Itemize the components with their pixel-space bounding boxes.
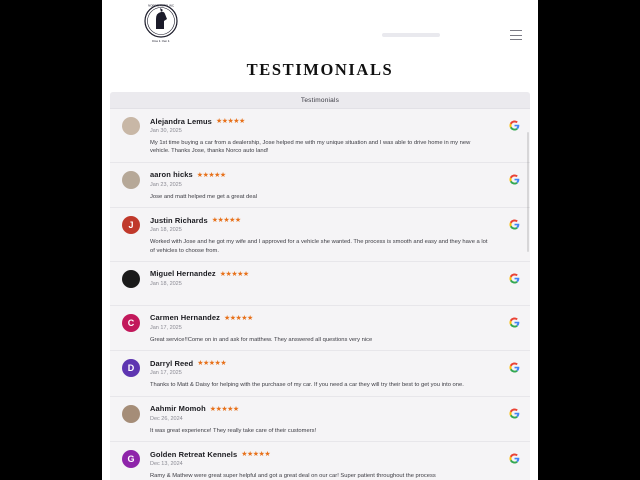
review-item[interactable] <box>110 163 530 208</box>
google-g-icon <box>509 317 520 328</box>
review-text: Jose and matt helped me get a great deal <box>150 193 257 200</box>
google-g-icon <box>509 273 520 284</box>
star-rating: ★★★★★ <box>197 360 227 368</box>
reviewer-name: Justin Richards <box>150 215 208 225</box>
reviewer-name-row <box>150 170 518 180</box>
panel-header: Testimonials <box>110 92 530 109</box>
webpage <box>102 0 538 480</box>
reviewer-name-row <box>150 358 518 368</box>
reviewer-name-row <box>150 269 518 279</box>
review-text: Great service!!Come on in and ask for matthew. They answered all questions very nice <box>150 336 373 343</box>
review-list <box>110 109 530 480</box>
site-header <box>102 0 538 52</box>
review-date: Dec 26, 2024 <box>150 415 183 422</box>
review-date: Jan 23, 2025 <box>150 181 182 188</box>
star-rating: ★★★★★ <box>223 314 253 322</box>
star-rating: ★★★★★ <box>241 451 271 459</box>
review-text: Ramy & Mathew were great super helpful and got a great deal on our car! Super patient throughout the process <box>150 473 436 480</box>
review-text: My 1st time buying a car from a dealership, Jose helped me with my unique situation and I was able to drive home in my new vehicle. Thanks Jose, thanks Norco auto land! <box>150 140 471 155</box>
reviewer-name: Golden Retreat Kennels <box>150 449 238 459</box>
review-item[interactable] <box>110 208 530 262</box>
review-item[interactable] <box>110 306 530 351</box>
reviewer-name: aaron hicks <box>150 170 193 180</box>
testimonials-panel <box>110 92 530 480</box>
review-item[interactable] <box>110 397 530 442</box>
avatar: J <box>122 216 140 234</box>
reviewer-name: Alejandra Lemus <box>150 116 212 126</box>
avatar: G <box>122 450 140 468</box>
google-g-icon <box>509 408 520 419</box>
reviewer-name-row <box>150 313 518 323</box>
review-text: Thanks to Matt & Daisy for helping with the purchase of my car. If you need a car they will try their best to get you into one. <box>150 382 464 389</box>
review-item[interactable] <box>110 109 530 163</box>
google-g-icon <box>509 362 520 373</box>
star-rating: ★★★★★ <box>196 171 226 179</box>
google-g-icon <box>509 219 520 230</box>
reviewer-name-row <box>150 116 518 126</box>
avatar <box>122 117 140 135</box>
review-text: Worked with Jose and he got my wife and I approved for a vehicle she wanted. The process is smooth and easy and they have a lot of vehicles to choose from. <box>150 239 488 254</box>
review-item[interactable] <box>110 351 530 396</box>
avatar <box>122 405 140 423</box>
avatar: C <box>122 314 140 332</box>
page-title: TESTIMONIALS <box>246 60 394 79</box>
google-g-icon <box>509 453 520 464</box>
review-date: Jan 30, 2025 <box>150 128 182 134</box>
horse-logo-icon[interactable] <box>130 0 192 50</box>
reviewer-name-row <box>150 404 518 414</box>
reviewer-name: Darryl Reed <box>150 358 194 368</box>
nav-placeholder <box>382 33 440 37</box>
review-item[interactable] <box>110 262 530 306</box>
avatar: D <box>122 359 140 377</box>
star-rating: ★★★★★ <box>209 405 239 413</box>
hamburger-menu-icon[interactable] <box>510 30 522 40</box>
review-date: Jan 18, 2025 <box>150 280 182 287</box>
star-rating: ★★★★★ <box>211 217 241 225</box>
google-g-icon <box>509 120 520 131</box>
reviewer-name: Aahmir Momoh <box>150 404 206 414</box>
scrollbar[interactable] <box>527 132 529 252</box>
reviewer-name-row <box>150 215 518 225</box>
reviewer-name: Carmen Hernandez <box>150 313 220 323</box>
reviewer-name-row <box>150 449 518 459</box>
review-text: It was great experience! They really take care of their customers! <box>150 427 317 434</box>
avatar <box>122 270 140 288</box>
reviewer-name: Miguel Hernandez <box>150 269 216 279</box>
review-date: Jan 17, 2025 <box>150 324 182 331</box>
review-date: Dec 13, 2024 <box>150 461 183 468</box>
svg-text:Drive It. Own It.: Drive It. Own It. <box>152 40 170 43</box>
star-rating: ★★★★★ <box>219 270 249 278</box>
review-item[interactable] <box>110 442 530 480</box>
svg-text:NORCO AUTO INC: NORCO AUTO INC <box>147 3 175 8</box>
google-g-icon <box>509 174 520 185</box>
avatar <box>122 171 140 189</box>
review-date: Jan 17, 2025 <box>150 370 182 377</box>
star-rating: ★★★★★ <box>215 118 245 125</box>
review-date: Jan 18, 2025 <box>150 227 182 234</box>
